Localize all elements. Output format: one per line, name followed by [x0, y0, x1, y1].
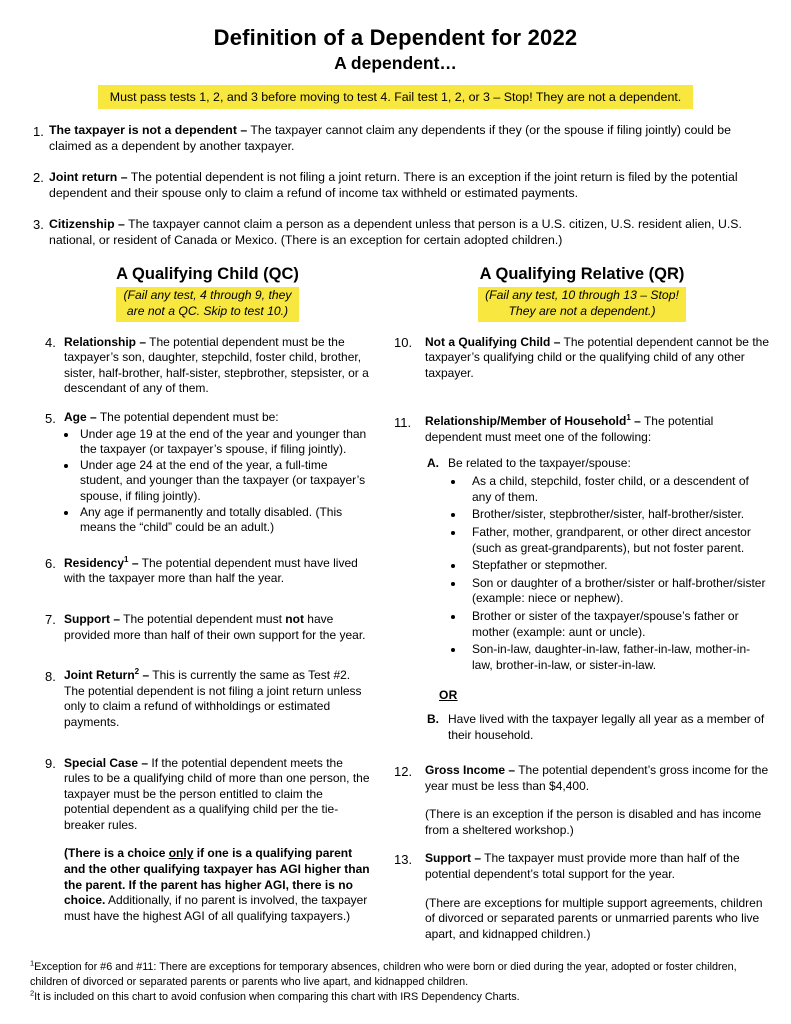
item-term: Relationship	[64, 334, 137, 349]
dash-separator: –	[90, 410, 97, 424]
test-item-4	[45, 335, 370, 397]
item-text: The potential dependent must meet one of the following:	[425, 414, 714, 444]
item-body	[425, 414, 770, 743]
emphasized-not: not	[285, 611, 304, 626]
dash-separator: –	[508, 763, 516, 778]
item-text: The potential dependent must have lived with the taxpayer more than half the year.	[64, 555, 358, 586]
item-text: The potential dependent must be:	[99, 410, 279, 424]
relative-bullet: • Brother or sister of the taxpayer/spouse’s father or mother (example: aunt or uncle).	[465, 609, 770, 640]
item-text: If the potential dependent meets the rules to be a qualifying child of more than one person, the taxpayer must be the person entitled to claim the potential dependent as a qualifying child per the tie-breaker rules.	[64, 755, 370, 832]
relative-bullet: • Brother/sister, stepbrother/sister, half-brother/sister.	[465, 507, 770, 523]
qc-note-row	[45, 287, 370, 322]
item-text: The potential dependent’s gross income for the year must be less than $4,400.	[425, 763, 769, 793]
item-body	[64, 668, 370, 730]
test-item-12	[394, 763, 770, 838]
option-a-body	[448, 456, 770, 676]
item-body	[64, 612, 370, 643]
item-number: 13.	[394, 851, 413, 867]
qualifying-child-column	[30, 265, 382, 943]
item-term: Joint Return$^2$	[64, 667, 140, 683]
footnote-ref-1: 1	[124, 554, 129, 564]
item-term: Support	[425, 851, 471, 866]
item-number: 10.	[394, 335, 413, 351]
option-a	[427, 456, 770, 676]
footnote-ref-2: 2	[134, 667, 140, 677]
qc-fail-note	[116, 287, 298, 322]
item-term: Not a Qualifying Child	[425, 334, 551, 349]
footnote-2	[30, 990, 761, 1005]
dash-separator: –	[240, 123, 248, 137]
footnote-1-text: Exception for #6 and #11: There are exceptions for temporary absences, children who were born or died during the year, adopted or foster children, children of divorced or separated parents or parents who live apart, and kidnapped children.	[30, 961, 737, 989]
qr-fail-note-line2: They are not a dependent.)	[508, 303, 656, 318]
qualifying-relative-column	[394, 265, 770, 943]
note-regular-segment: Additionally, if no parent is involved, the taxpayer must have the highest AGI of all qualifying taxpayers.)	[64, 893, 368, 923]
item-number: 11.	[394, 414, 412, 430]
item-number: 4.	[45, 335, 56, 351]
item-lead	[425, 414, 770, 445]
item-number: 6.	[45, 556, 56, 572]
item-body	[425, 335, 770, 382]
test-item-3	[33, 217, 761, 249]
age-bullet: • Under age 24 at the end of the year, a full-time student, and younger than the taxpayer (or taxpayer’s spouse, if filing jointly).	[78, 458, 370, 505]
option-b-text: Have lived with the taxpayer legally all year as a member of their household.	[448, 711, 765, 742]
item-text: The potential dependent cannot be the taxpayer’s qualifying child or the qualifying child of any other taxpayer.	[425, 334, 769, 380]
banner-row	[0, 85, 791, 109]
age-bullet-list	[64, 427, 370, 536]
test-item-10	[394, 335, 770, 382]
item-body	[49, 123, 761, 155]
qc-fail-note-line2: are not a QC. Skip to test 10.)	[126, 303, 289, 318]
item-body	[64, 756, 370, 925]
item-body	[425, 763, 770, 838]
footnotes-section	[30, 960, 761, 1005]
underlined-only: only	[168, 846, 194, 861]
test-item-11	[394, 414, 770, 743]
option-b-label: B.	[427, 711, 439, 726]
footnote-2-marker: 2	[30, 988, 35, 998]
item-lead	[64, 756, 370, 834]
item-lead	[425, 851, 770, 882]
qc-fail-note-line1: (Fail any test, 4 through 9, they	[123, 287, 292, 302]
footnote-1	[30, 960, 761, 990]
test-item-2	[33, 170, 761, 202]
item-number: 12.	[394, 763, 413, 779]
item-text: The taxpayer cannot claim a person as a dependent unless that person is a U.S. citizen, U.S. resident alien, U.S. national, or resident of Canada or Mexico. (There is an exception for certain adopted children.)	[49, 216, 742, 247]
relative-bullet-list	[448, 474, 770, 673]
test-item-6	[45, 556, 370, 587]
footnote-1-marker: 1	[30, 958, 35, 968]
test-item-9	[45, 756, 370, 925]
item-term: Joint return	[49, 169, 118, 184]
item-number: 2.	[33, 170, 44, 186]
page-subtitle: A dependent…	[334, 53, 457, 73]
dash-separator: –	[139, 334, 147, 349]
dash-separator: –	[118, 216, 125, 231]
age-bullet: • Any age if permanently and totally disabled. (This means the “child” could be an adult.)	[78, 505, 370, 536]
must-pass-banner: Must pass tests 1, 2, and 3 before moving to test 4. Fail test 1, 2, or 3 – Stop! They are not a dependent.	[98, 85, 693, 109]
item-text: This is currently the same as Test #2. The potential dependent is not filing a joint return unless only to claim a refund of withholdings or estimated payments.	[64, 668, 362, 729]
item-number: 5.	[45, 410, 56, 426]
item-term: Support	[64, 611, 110, 626]
item-number: 8.	[45, 668, 56, 684]
footnote-ref-1: 1	[626, 413, 631, 423]
qc-heading: A Qualifying Child (QC)	[116, 264, 299, 283]
item-body	[49, 170, 761, 202]
age-bullet: • Under age 19 at the end of the year and younger than the taxpayer (or taxpayer’s spouse, if filing jointly).	[78, 427, 370, 458]
gross-income-exception-note: (There is an exception if the person is disabled and has income from a sheltered workshop.)	[425, 807, 762, 837]
item-number: 7.	[45, 612, 56, 628]
item-text: The potential dependent is not filing a joint return. There is an exception if the joint return is filed by the potential dependent and their spouse only to claim a refund of income tax withheld or estimated payments.	[49, 169, 738, 200]
qr-note-row	[394, 287, 770, 322]
dash-separator: –	[113, 611, 121, 626]
qr-fail-note	[478, 287, 686, 322]
item-term: Citizenship	[49, 216, 115, 231]
dash-separator: –	[142, 668, 150, 683]
item-term: Residency$^1$	[64, 554, 129, 570]
item-number: 3.	[33, 217, 44, 233]
test-item-8	[45, 668, 370, 730]
item-lead	[425, 763, 770, 794]
dash-separator: –	[553, 334, 561, 349]
item-body	[64, 410, 370, 536]
or-label: OR	[439, 688, 458, 703]
tie-breaker-note	[64, 846, 370, 924]
item-term: Age	[64, 410, 87, 424]
relative-bullet: • Father, mother, grandparent, or other direct ancestor (such as great-grandparents), but not foster parent.	[465, 525, 770, 556]
test-item-5	[45, 410, 370, 536]
dash-separator: –	[634, 414, 641, 429]
option-a-text: Be related to the taxpayer/spouse:	[448, 455, 631, 470]
dash-separator: –	[131, 555, 139, 570]
test-item-13	[394, 851, 770, 942]
item-body	[64, 335, 370, 397]
option-b	[427, 712, 770, 743]
item-text-post: have provided more than half of their own support for the year.	[64, 611, 366, 642]
relative-bullet: • Son or daughter of a brother/sister or half-brother/sister (example: niece or nephew).	[465, 576, 770, 607]
qr-fail-note-line1: (Fail any test, 10 through 13 – Stop!	[485, 287, 679, 302]
intro-tests-list	[33, 123, 761, 249]
test-item-1	[33, 123, 761, 155]
item-body	[49, 217, 761, 249]
item-text-pre: The potential dependent must	[123, 611, 282, 626]
qr-heading: A Qualifying Relative (QR)	[479, 264, 685, 283]
test-item-7	[45, 612, 370, 643]
note-bold-segment: (There is a choice only if one is a qualifying parent and the other qualifying taxpayer has AGI higher than the parent. If the parent has higher AGI, there is no choice.	[64, 846, 370, 908]
item-text: The taxpayer must provide more than half of the potential dependent’s total support for the year.	[425, 851, 740, 882]
item-body	[64, 556, 370, 587]
footnote-2-text: It is included on this chart to avoid confusion when comparing this chart with IRS Dependency Charts.	[34, 991, 520, 1004]
two-column-section	[30, 265, 770, 943]
option-a-label: A.	[427, 455, 439, 470]
relative-bullet: • Stepfather or stepmother.	[465, 558, 770, 574]
item-number: 9.	[45, 756, 56, 771]
dash-separator: –	[474, 851, 482, 866]
item-term: Gross Income	[425, 763, 506, 778]
item-body	[425, 851, 770, 942]
relative-bullet: • As a child, stepchild, foster child, or a descendent of any of them.	[465, 474, 770, 505]
page-title: Definition of a Dependent for 2022	[213, 25, 578, 50]
item-term: The taxpayer is not a dependent	[49, 123, 237, 137]
relative-bullet: • Son-in-law, daughter-in-law, father-in-law, mother-in-law, brother-in-law, or sister-in-law.	[465, 642, 770, 673]
item-term: Special Case	[64, 755, 139, 770]
support-exception-note: (There are exceptions for multiple support agreements, children of divorced or separated parents or unmarried parents who live apart, and kidnapped children.)	[425, 895, 763, 941]
item-text: The potential dependent must be the taxpayer’s son, daughter, stepchild, foster child, brother, sister, half-brother, half-sister, stepbrother, stepsister, or a descendant of any of them.	[64, 334, 369, 396]
item-text: The taxpayer cannot claim any dependents if they (or the spouse if filing jointly) could be claimed as a dependent by another taxpayer.	[49, 123, 731, 153]
item-term: Relationship/Member of Household$^1$	[425, 413, 631, 429]
item-number: 1.	[33, 123, 44, 139]
dash-separator: –	[120, 169, 128, 184]
item-lead	[64, 410, 370, 426]
dash-separator: –	[141, 755, 149, 770]
